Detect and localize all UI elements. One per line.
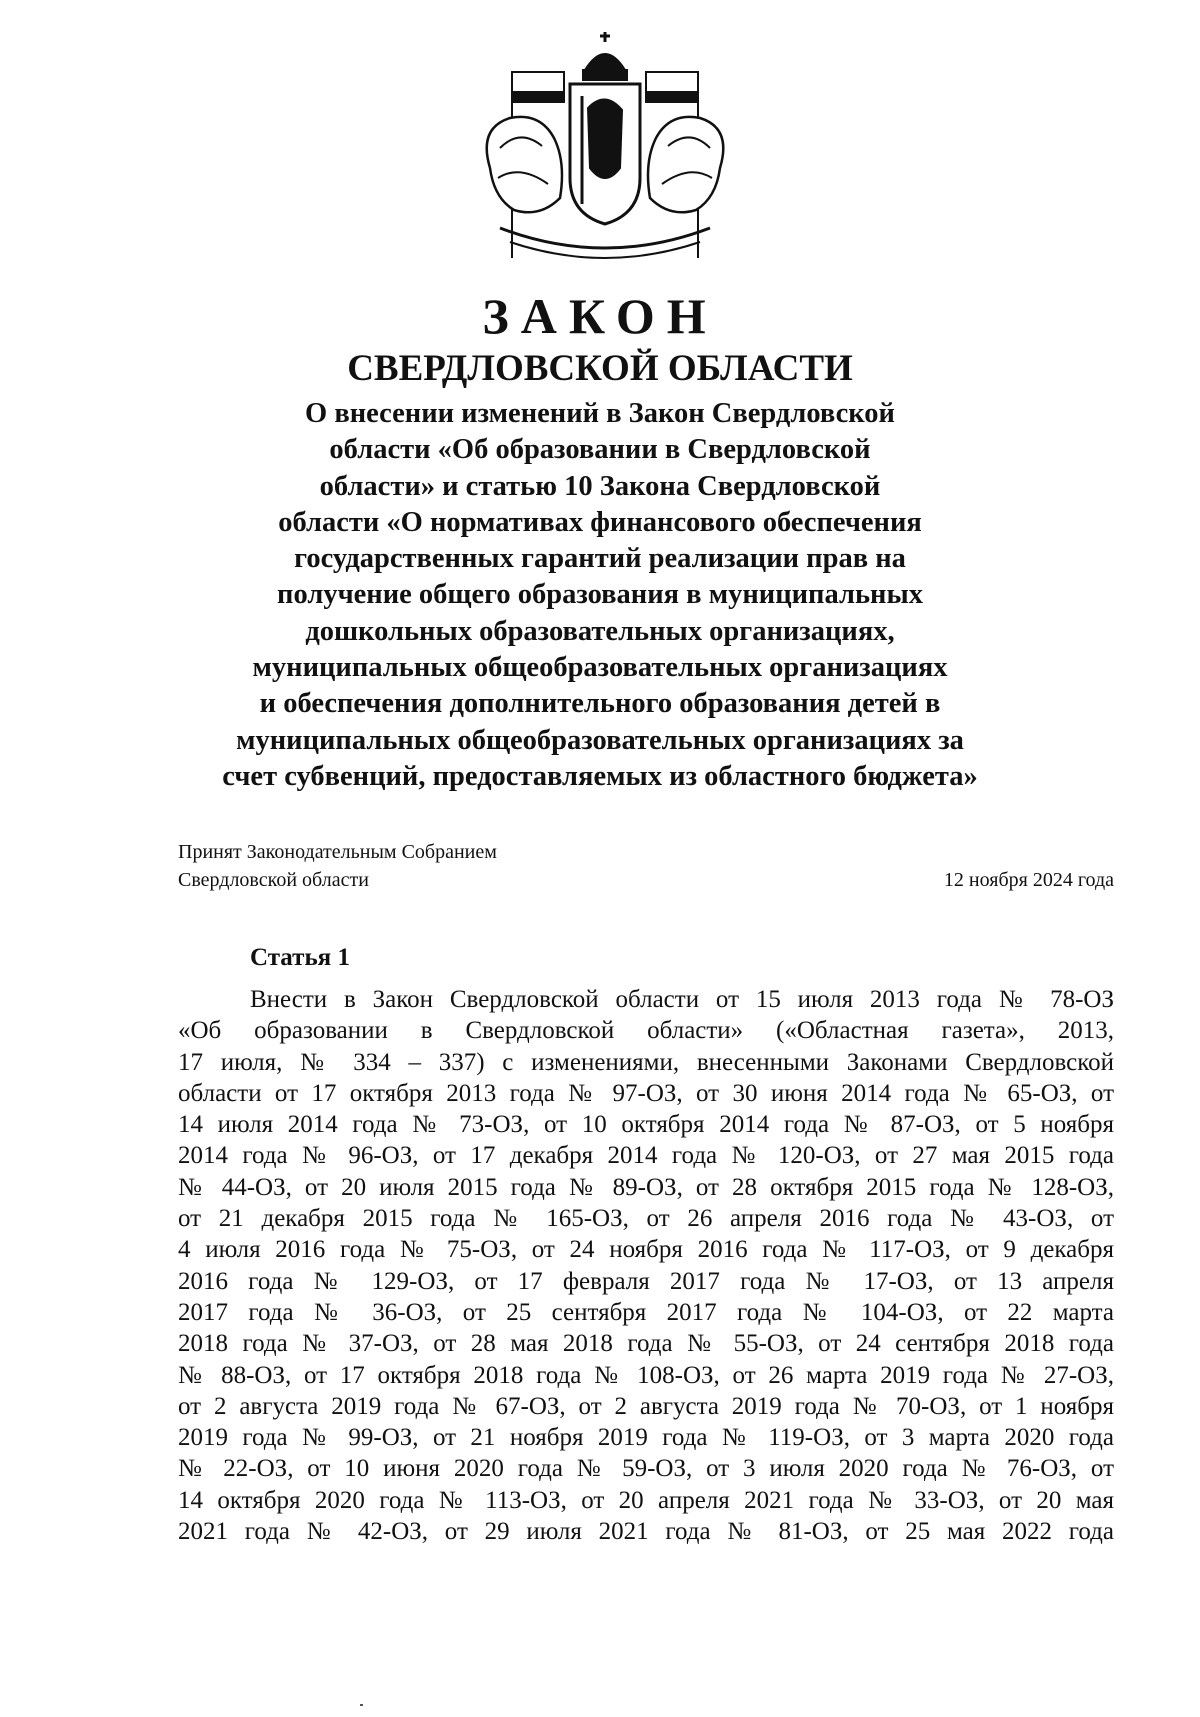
article-text-line: № 22-ОЗ, от 10 июня 2020 года № 59-ОЗ, от 3 июля 2020 года № 76-ОЗ, от: [178, 1455, 1114, 1483]
adoption-note-line: Свердловской области: [178, 869, 369, 891]
article-text-line: от 21 декабря 2015 года № 165-ОЗ, от 26 апреля 2016 года № 43-ОЗ, от: [178, 1205, 1114, 1233]
adoption-note-line: Принят Законодательным Собранием: [178, 841, 497, 863]
article-text-line: области от 17 октября 2013 года № 97-ОЗ, от 30 июня 2014 года № 65-ОЗ, от: [178, 1079, 1114, 1107]
article-text-line: 2021 года № 42-ОЗ, от 29 июля 2021 года № 81-ОЗ, от 25 мая 2022 года: [178, 1518, 1114, 1546]
law-name-line: счет субвенций, предоставляемых из областного бюджета»: [222, 760, 978, 792]
article-text-line: 2017 года № 36-ОЗ, от 25 сентября 2017 года № 104-ОЗ, от 22 марта: [178, 1298, 1114, 1326]
law-name-line: области «Об образовании в Свердловской: [329, 434, 871, 466]
document-title: ЗАКОН: [482, 288, 718, 344]
article-text-line: 14 октября 2020 года № 113-ОЗ, от 20 апреля 2021 года № 33-ОЗ, от 20 мая: [178, 1486, 1114, 1514]
coat-of-arms-emblem: [470, 28, 740, 266]
article-text-line: 4 июля 2016 года № 75-ОЗ, от 24 ноября 2016 года № 117-ОЗ, от 9 декабря: [178, 1236, 1114, 1264]
article-heading: Статья 1: [250, 944, 350, 971]
law-name-line: дошкольных образовательных организациях,: [305, 615, 895, 647]
law-name-line: области» и статью 10 Закона Свердловской: [319, 470, 881, 502]
article-text-line: от 2 августа 2019 года № 67-ОЗ, от 2 августа 2019 года № 70-ОЗ, от 1 ноября: [178, 1392, 1114, 1420]
law-name-line: муниципальных общеобразовательных организациях за: [236, 724, 964, 756]
article-text-line: № 88-ОЗ, от 17 октября 2018 года № 108-ОЗ, от 26 марта 2019 года № 27-ОЗ,: [178, 1361, 1114, 1389]
article-text-line: 17 июля, № 334 – 337) с изменениями, внесенными Законами Свердловской: [178, 1048, 1114, 1076]
article-text-line: 2016 года № 129-ОЗ, от 17 февраля 2017 года № 17-ОЗ, от 13 апреля: [178, 1267, 1114, 1295]
law-name-line: О внесении изменений в Закон Свердловской: [305, 398, 895, 429]
article-text-line: № 44-ОЗ, от 20 июля 2015 года № 89-ОЗ, от 28 октября 2015 года № 128-ОЗ,: [178, 1173, 1114, 1201]
scan-speck: [360, 1704, 363, 1706]
article-text-line: 2018 года № 37-ОЗ, от 28 мая 2018 года № 55-ОЗ, от 24 сентября 2018 года: [178, 1330, 1114, 1358]
law-name-line: получение общего образования в муниципальных: [277, 579, 923, 611]
article-body: [178, 984, 1114, 1547]
article-text-line: 14 июля 2014 года № 73-ОЗ, от 10 октября 2014 года № 87-ОЗ, от 5 ноября: [178, 1111, 1114, 1139]
adoption-date: 12 ноября 2024 года: [943, 869, 1114, 891]
law-name-line: государственных гарантий реализации прав на: [294, 543, 906, 575]
article-text-line: Внести в Закон Свердловской области от 15 июля 2013 года № 78-ОЗ: [250, 986, 1114, 1013]
article-text-line: 2014 года № 96-ОЗ, от 17 декабря 2014 года № 120-ОЗ, от 27 мая 2015 года: [178, 1142, 1114, 1170]
adoption-note: [178, 838, 497, 894]
article-text-line: «Об образовании в Свердловской области» («Областная газета», 2013,: [178, 1017, 1114, 1045]
article-text-line: 2019 года № 99-ОЗ, от 21 ноября 2019 года № 119-ОЗ, от 3 марта 2020 года: [178, 1424, 1114, 1452]
document-subtitle: СВЕРДЛОВСКОЙ ОБЛАСТИ: [347, 348, 853, 389]
law-name-line: и обеспечения дополнительного образования детей в: [259, 688, 941, 720]
law-name-line: муниципальных общеобразовательных организациях: [252, 652, 948, 684]
sverdlovsk-oblast-coat-of-arms-icon: [470, 28, 740, 266]
law-name-line: области «О нормативах финансового обеспечения: [278, 506, 922, 538]
law-name: [180, 396, 1020, 795]
